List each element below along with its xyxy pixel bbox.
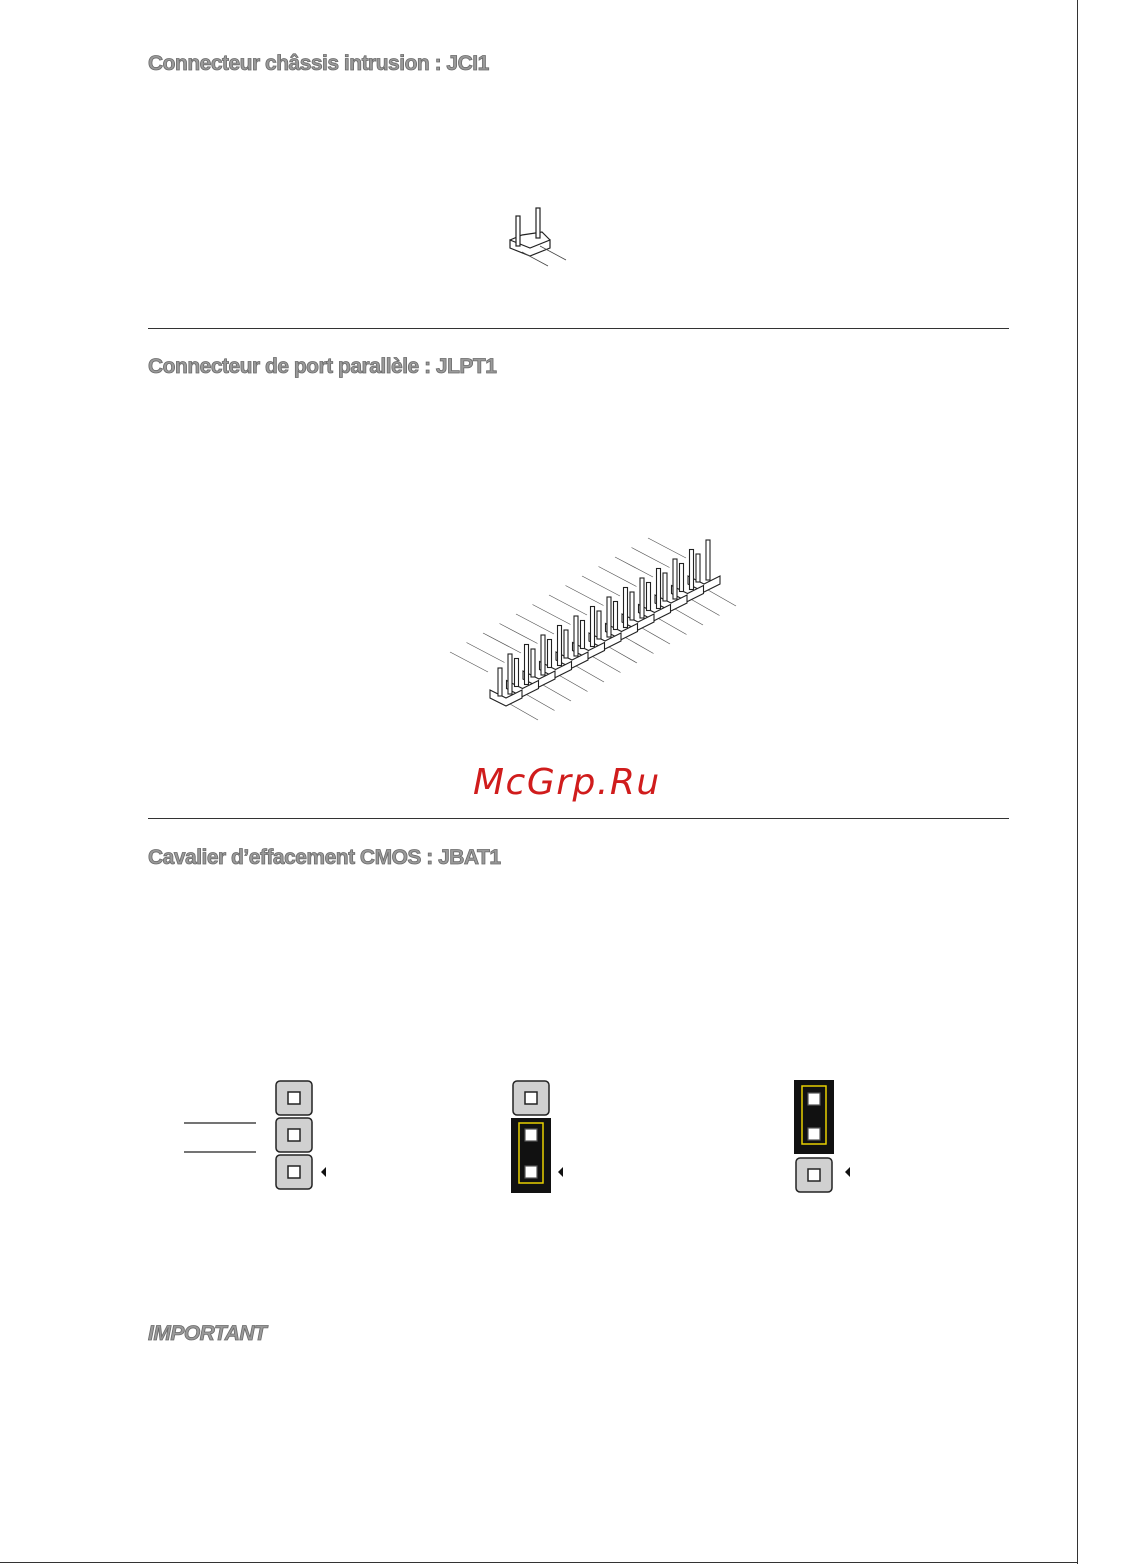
section-heading-jci1: Connecteur châssis intrusion : JCI1 bbox=[148, 52, 489, 75]
jlpt1-leader-line bbox=[560, 676, 588, 692]
jlpt1-pin bbox=[541, 635, 545, 675]
jlpt1-leader-line bbox=[566, 586, 604, 606]
jlpt1-leader-line bbox=[675, 609, 703, 625]
jlpt1-pin bbox=[607, 597, 611, 637]
important-heading: IMPORTANT bbox=[148, 1322, 267, 1345]
jlpt1-leader-line bbox=[510, 704, 538, 720]
page-border-right bbox=[1077, 0, 1078, 1564]
jlpt1-pin bbox=[597, 611, 601, 639]
jlpt1-leader-line bbox=[626, 638, 654, 654]
jlpt1-leader-line bbox=[527, 695, 555, 711]
jlpt1-pin bbox=[591, 607, 595, 647]
jlpt1-leader-line bbox=[609, 647, 637, 663]
jlpt1-leader-line bbox=[659, 619, 687, 635]
jlpt1-pin bbox=[498, 668, 502, 696]
jlpt1-pin bbox=[657, 569, 661, 609]
section-heading-jbat1: Cavalier d’effacement CMOS : JBAT1 bbox=[148, 846, 501, 869]
jlpt1-leader-line bbox=[599, 567, 637, 587]
jlpt1-pin bbox=[624, 588, 628, 628]
jlpt1-base-segment bbox=[490, 690, 522, 706]
jlpt1-pin bbox=[640, 578, 644, 618]
jlpt1-leader-line bbox=[708, 590, 736, 606]
jlpt1-pin bbox=[630, 592, 634, 620]
jlpt1-pin bbox=[690, 550, 694, 590]
jlpt1-leader-line bbox=[582, 576, 620, 596]
jlpt1-leader-line bbox=[593, 657, 621, 673]
jlpt1-pin bbox=[525, 645, 529, 685]
jlpt1-pin bbox=[706, 540, 710, 580]
jlpt1-pin bbox=[508, 654, 512, 694]
jlpt1-pin bbox=[663, 573, 667, 601]
jlpt1-pin bbox=[531, 649, 535, 677]
jlpt1-leader-line bbox=[615, 557, 653, 577]
jlpt1-pin bbox=[673, 559, 677, 599]
jlpt1-leader-line bbox=[549, 595, 587, 615]
section-heading-jlpt1: Connecteur de port parallèle : JLPT1 bbox=[148, 355, 497, 378]
jlpt1-pin bbox=[614, 602, 618, 630]
jlpt1-leader-line bbox=[533, 605, 571, 625]
jlpt1-leader-line bbox=[576, 666, 604, 682]
jlpt1-leader-line bbox=[483, 633, 521, 653]
jlpt1-pin bbox=[548, 640, 552, 668]
jlpt1-pin bbox=[558, 626, 562, 666]
watermark-text: McGrp.Ru bbox=[473, 762, 661, 803]
jlpt1-leader-line bbox=[500, 624, 538, 644]
jbat1-jumper-open bbox=[180, 1078, 330, 1194]
jlpt1-leader-line bbox=[632, 548, 670, 568]
jlpt1-leader-line bbox=[467, 643, 505, 663]
jlpt1-pin bbox=[680, 564, 684, 592]
jbat1-jumper-clear bbox=[505, 1078, 575, 1194]
jci1-pin-header-diagram bbox=[500, 200, 580, 275]
jlpt1-pin bbox=[574, 616, 578, 656]
jlpt1-leader-line bbox=[450, 652, 488, 672]
jlpt1-leader-line bbox=[692, 600, 720, 616]
page-border-bottom bbox=[0, 1562, 1078, 1563]
jlpt1-leader-line bbox=[516, 614, 554, 634]
jlpt1-leader-line bbox=[648, 538, 686, 558]
jlpt1-leader-line bbox=[642, 628, 670, 644]
jlpt1-leader-line bbox=[543, 685, 571, 701]
jbat1-jumper-normal bbox=[790, 1078, 860, 1194]
jlpt1-pin bbox=[647, 583, 651, 611]
section-divider bbox=[148, 328, 1009, 329]
jlpt1-pin-header-diagram bbox=[450, 540, 750, 730]
jlpt1-pin bbox=[515, 659, 519, 687]
jlpt1-pin bbox=[696, 554, 700, 582]
jlpt1-pin bbox=[564, 630, 568, 658]
section-divider bbox=[148, 818, 1009, 819]
jlpt1-pin bbox=[581, 621, 585, 649]
